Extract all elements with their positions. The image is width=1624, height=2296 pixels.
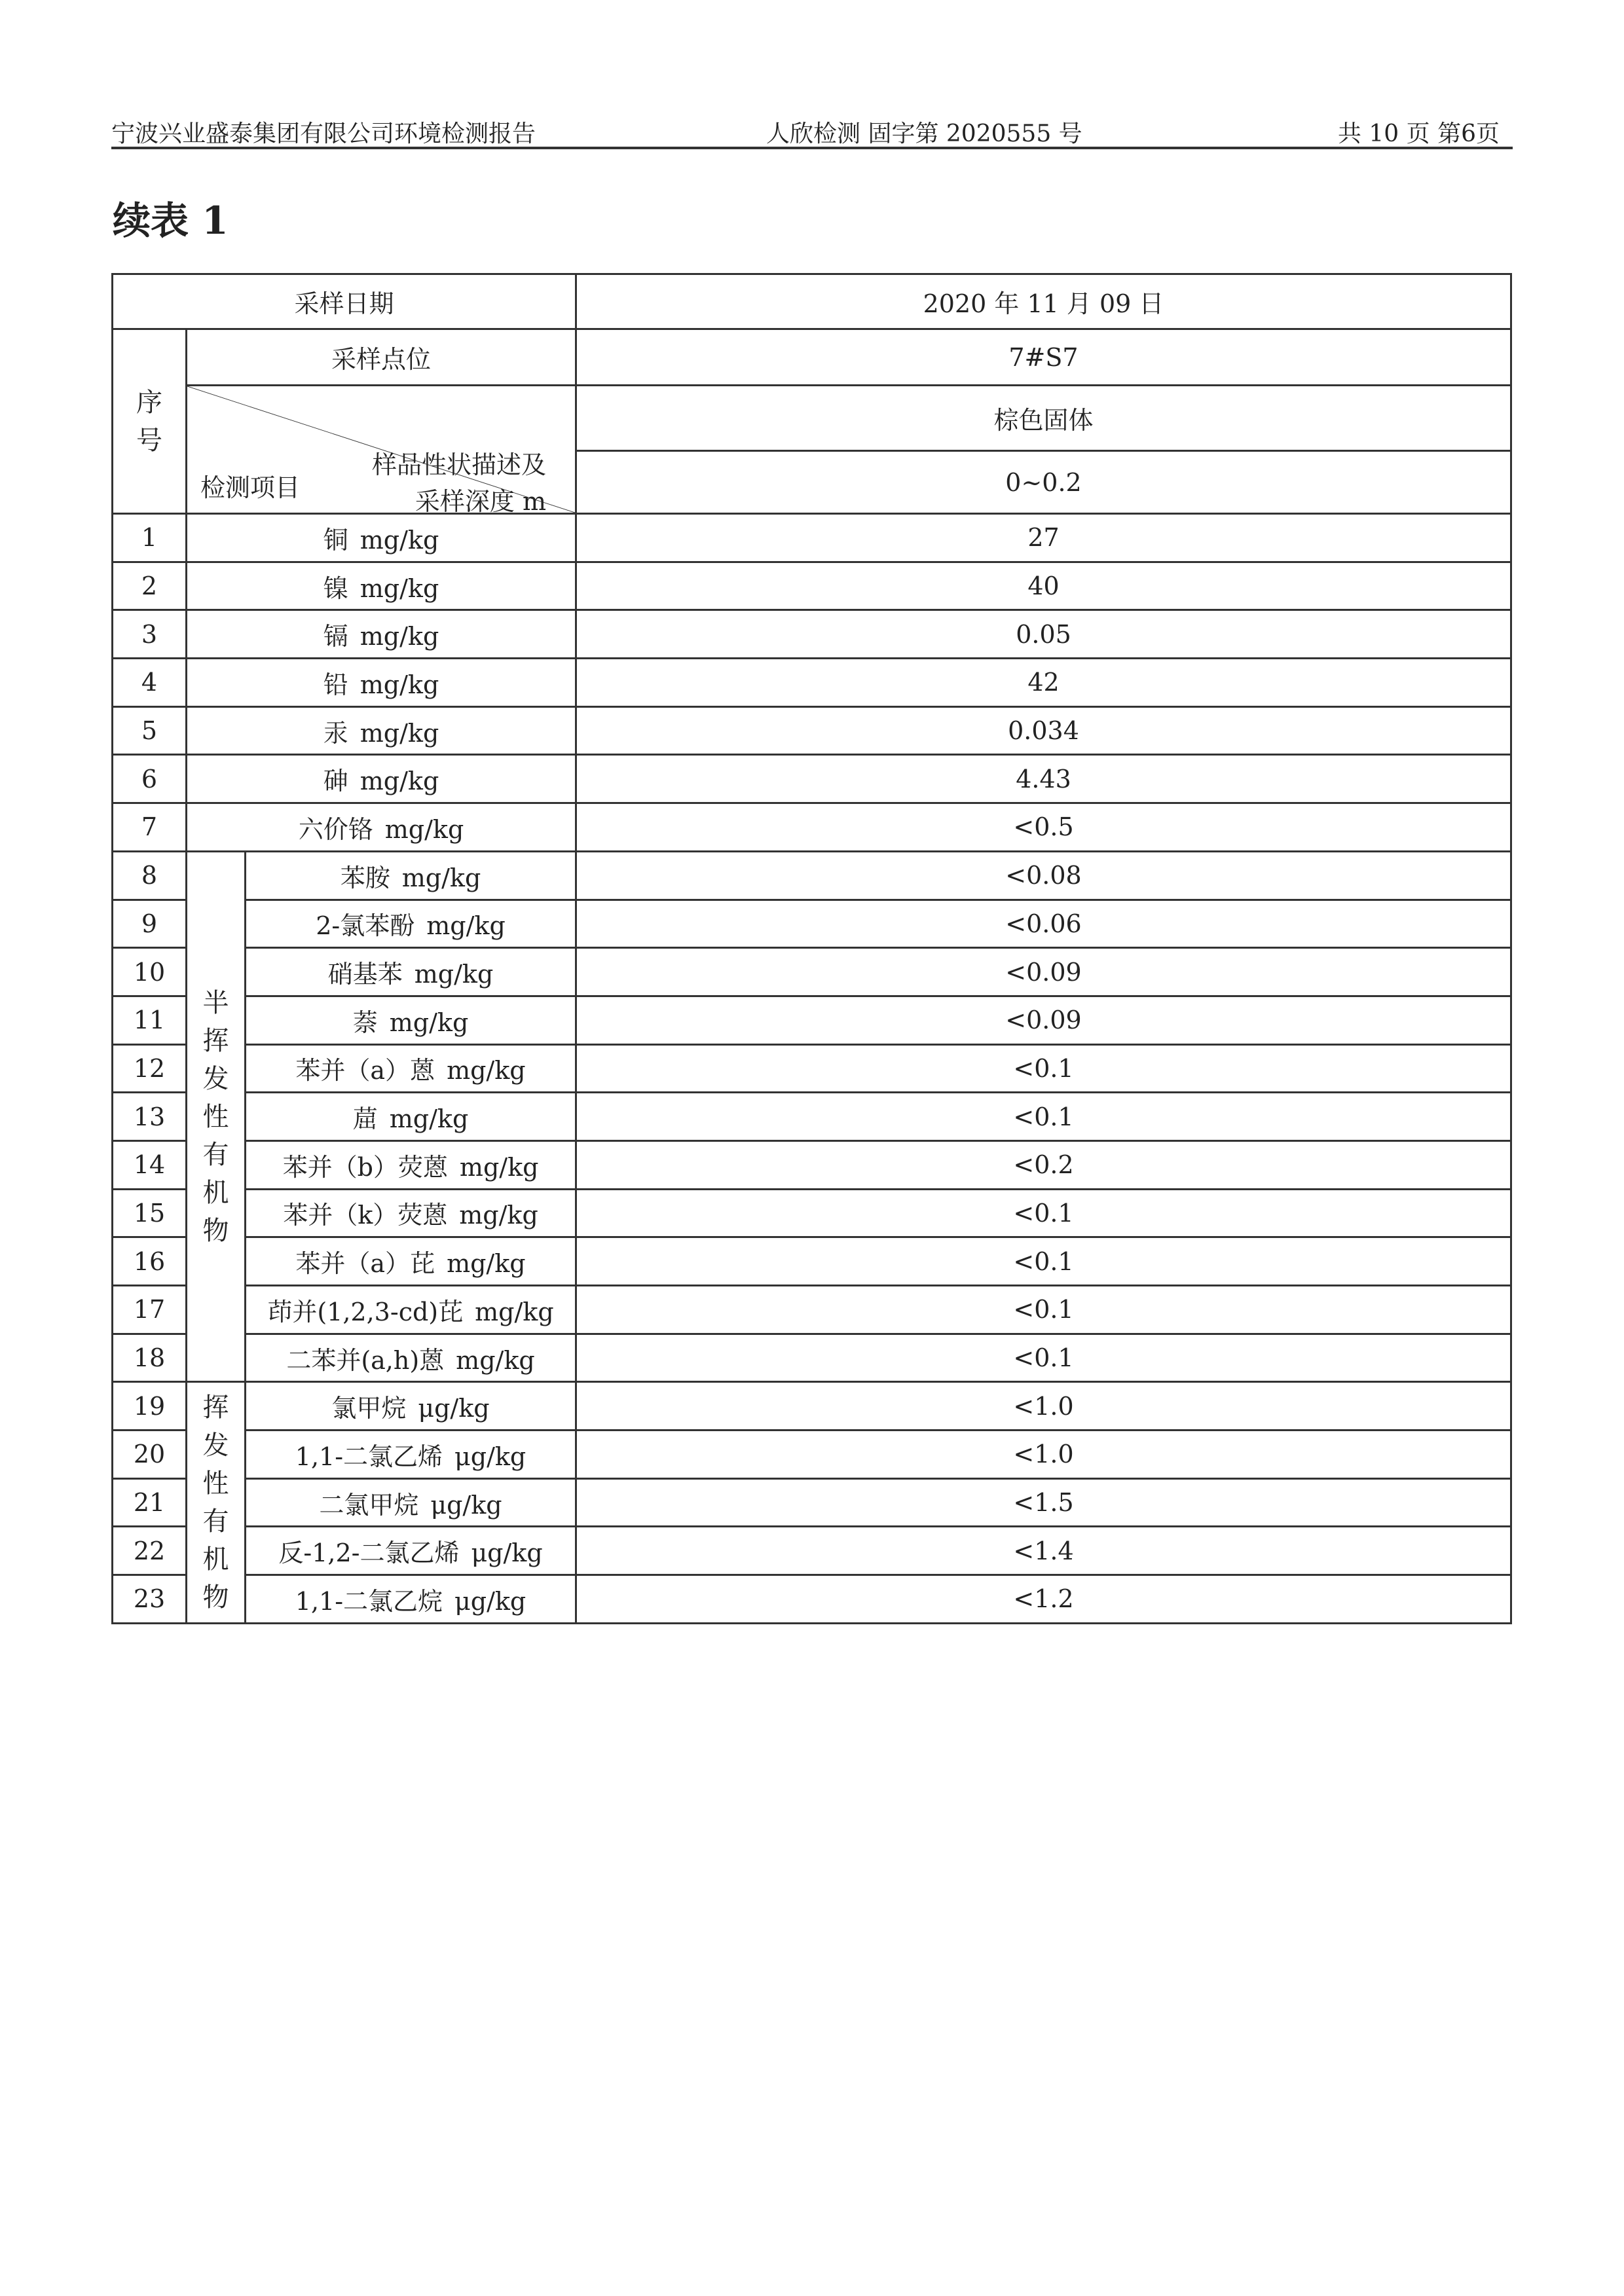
table-row xyxy=(113,755,1511,803)
date-row xyxy=(113,274,1511,329)
item-name: 2-氯苯酚 xyxy=(316,911,415,941)
date-value: 2020 年 11 月 09 日 xyxy=(576,274,1511,329)
row-value: <1.2 xyxy=(576,1575,1511,1624)
table-row xyxy=(113,659,1511,707)
row-number: 17 xyxy=(113,1286,187,1334)
row-value: <1.0 xyxy=(576,1430,1511,1479)
row-value: 40 xyxy=(576,562,1511,610)
header-company: 宁波兴业盛泰集团有限公司环境检测报告 xyxy=(111,120,536,147)
item-unit: μg/kg xyxy=(454,1442,526,1471)
row-number: 1 xyxy=(113,514,187,562)
item-name: 二苯并(a,h)蒽 xyxy=(286,1345,445,1375)
item-unit: mg/kg xyxy=(384,814,464,844)
item-name: 氯甲烷 xyxy=(331,1394,407,1423)
row-item xyxy=(187,562,576,610)
row-value: <0.08 xyxy=(576,851,1511,900)
group-voc xyxy=(187,1382,246,1623)
table-row xyxy=(113,610,1511,659)
table-row xyxy=(113,1093,1511,1141)
table-row xyxy=(113,514,1511,562)
row-number: 12 xyxy=(113,1044,187,1093)
desc-label xyxy=(372,446,546,520)
item-name: 1,1-二氯乙烯 xyxy=(295,1442,443,1471)
table-row xyxy=(113,1575,1511,1624)
group-label: 半挥发性有机物 xyxy=(202,987,229,1246)
row-item xyxy=(246,996,576,1044)
row-number: 3 xyxy=(113,610,187,659)
row-item xyxy=(187,514,576,562)
row-item xyxy=(246,1140,576,1189)
item-name: 苯胺 xyxy=(340,863,390,892)
row-value: <0.1 xyxy=(576,1093,1511,1141)
row-value: 0.034 xyxy=(576,706,1511,755)
table-row xyxy=(113,706,1511,755)
item-unit: μg/kg xyxy=(454,1586,526,1616)
item-name: 二氯甲烷 xyxy=(319,1490,419,1520)
point-label: 采样点位 xyxy=(187,329,576,386)
table-row xyxy=(113,851,1511,900)
table-row xyxy=(113,1044,1511,1093)
item-name: 铅 xyxy=(323,670,348,699)
item-name: 苯并（a）芘 xyxy=(295,1249,435,1279)
row-number: 16 xyxy=(113,1237,187,1286)
item-unit: mg/kg xyxy=(389,1008,469,1037)
point-value: 7#S7 xyxy=(576,329,1511,386)
item-name: 萘 xyxy=(352,1008,378,1037)
item-name: 反-1,2-二氯乙烯 xyxy=(278,1539,460,1568)
row-number: 18 xyxy=(113,1334,187,1382)
item-name: 砷 xyxy=(323,767,348,796)
item-name: 镉 xyxy=(323,622,348,651)
item-unit: mg/kg xyxy=(456,1345,535,1375)
row-number: 10 xyxy=(113,948,187,996)
table-row xyxy=(113,900,1511,948)
item-name: 苯并（b）荧蒽 xyxy=(282,1152,448,1182)
row-value: <0.1 xyxy=(576,1044,1511,1093)
item-unit: mg/kg xyxy=(447,1249,526,1279)
table-row xyxy=(113,1527,1511,1575)
row-item xyxy=(246,900,576,948)
depth-value: 0~0.2 xyxy=(576,451,1511,514)
item-unit: mg/kg xyxy=(459,1152,539,1182)
group-label: 挥发性有机物 xyxy=(202,1393,229,1613)
row-number: 2 xyxy=(113,562,187,610)
row-value: <1.0 xyxy=(576,1382,1511,1430)
row-item xyxy=(246,1527,576,1575)
row-item xyxy=(246,948,576,996)
item-unit: mg/kg xyxy=(360,622,439,651)
item-name: 䓛 xyxy=(352,1104,378,1134)
item-unit: mg/kg xyxy=(360,718,439,748)
row-value: <0.06 xyxy=(576,900,1511,948)
header-report-number: 人欣检测 固字第 2020555 号 xyxy=(766,120,1082,147)
item-unit: mg/kg xyxy=(360,670,439,699)
desc-value: 棕色固体 xyxy=(576,386,1511,451)
row-value: 27 xyxy=(576,514,1511,562)
row-value: <0.5 xyxy=(576,803,1511,852)
row-number: 22 xyxy=(113,1527,187,1575)
item-name: 茚并(1,2,3-cd)芘 xyxy=(267,1297,464,1326)
item-unit: μg/kg xyxy=(418,1394,490,1423)
row-value: <1.4 xyxy=(576,1527,1511,1575)
table-row xyxy=(113,1430,1511,1479)
item-label: 检测项目 xyxy=(200,473,301,502)
item-unit: mg/kg xyxy=(389,1104,469,1134)
item-name: 硝基苯 xyxy=(327,960,403,989)
row-number: 15 xyxy=(113,1189,187,1237)
desc-row xyxy=(113,386,1511,451)
table-title: 续表 1 xyxy=(113,198,229,243)
item-unit: mg/kg xyxy=(360,574,439,603)
item-name: 镍 xyxy=(323,574,348,603)
item-unit: mg/kg xyxy=(426,911,506,941)
results-table xyxy=(111,273,1512,1624)
row-item xyxy=(187,610,576,659)
item-unit: mg/kg xyxy=(475,1297,554,1326)
row-number: 8 xyxy=(113,851,187,900)
row-number: 23 xyxy=(113,1575,187,1624)
page-header xyxy=(111,113,1513,149)
item-name: 1,1-二氯乙烷 xyxy=(295,1586,443,1616)
row-number: 4 xyxy=(113,659,187,707)
table-row xyxy=(113,1382,1511,1430)
table-row xyxy=(113,562,1511,610)
row-item xyxy=(246,1189,576,1237)
row-value: <0.1 xyxy=(576,1237,1511,1286)
table-row xyxy=(113,1237,1511,1286)
table-row xyxy=(113,1286,1511,1334)
table-row xyxy=(113,1189,1511,1237)
item-name: 汞 xyxy=(323,718,348,748)
table-row xyxy=(113,1140,1511,1189)
point-row xyxy=(113,329,1511,386)
item-unit: mg/kg xyxy=(447,1056,526,1085)
item-unit: mg/kg xyxy=(414,960,494,989)
item-unit: mg/kg xyxy=(401,863,481,892)
seq-header xyxy=(113,329,187,514)
row-item xyxy=(187,659,576,707)
row-item xyxy=(187,706,576,755)
row-item xyxy=(246,1575,576,1624)
row-number: 11 xyxy=(113,996,187,1044)
item-unit: μg/kg xyxy=(471,1539,543,1568)
item-unit: mg/kg xyxy=(459,1201,538,1230)
row-item xyxy=(246,1093,576,1141)
row-number: 19 xyxy=(113,1382,187,1430)
item-name: 苯并（k）荧蒽 xyxy=(283,1201,448,1230)
item-unit: mg/kg xyxy=(360,767,439,796)
row-number: 9 xyxy=(113,900,187,948)
group-svoc xyxy=(187,851,246,1382)
row-item xyxy=(246,1237,576,1286)
row-value: <0.1 xyxy=(576,1334,1511,1382)
row-item xyxy=(187,755,576,803)
row-number: 20 xyxy=(113,1430,187,1479)
row-number: 14 xyxy=(113,1140,187,1189)
row-item xyxy=(246,1286,576,1334)
item-unit: μg/kg xyxy=(430,1490,502,1520)
row-item xyxy=(246,1478,576,1527)
row-item xyxy=(246,1430,576,1479)
desc-label-line-1: 样品性状描述及 xyxy=(371,450,546,479)
row-number: 21 xyxy=(113,1478,187,1527)
row-item xyxy=(246,1044,576,1093)
row-item xyxy=(246,1334,576,1382)
item-unit: mg/kg xyxy=(360,525,439,555)
item-name: 苯并（a）蒽 xyxy=(295,1056,435,1085)
row-number: 13 xyxy=(113,1093,187,1141)
row-item xyxy=(246,1382,576,1430)
seq-label: 序号 xyxy=(136,387,162,456)
diagonal-header-cell xyxy=(187,386,576,514)
row-value: <0.09 xyxy=(576,948,1511,996)
row-item xyxy=(246,851,576,900)
row-number: 7 xyxy=(113,803,187,852)
date-label: 采样日期 xyxy=(113,274,576,329)
row-value: <1.5 xyxy=(576,1478,1511,1527)
header-page-count: 共 10 页 第6页 xyxy=(1337,120,1500,147)
table-row xyxy=(113,1478,1511,1527)
row-value: <0.09 xyxy=(576,996,1511,1044)
table-row xyxy=(113,803,1511,852)
item-name: 六价铬 xyxy=(298,814,373,844)
row-value: 42 xyxy=(576,659,1511,707)
row-item xyxy=(187,803,576,852)
table-row xyxy=(113,948,1511,996)
row-number: 6 xyxy=(113,755,187,803)
item-name: 铜 xyxy=(323,525,348,555)
row-value: 0.05 xyxy=(576,610,1511,659)
row-number: 5 xyxy=(113,706,187,755)
row-value: <0.1 xyxy=(576,1189,1511,1237)
table-row xyxy=(113,996,1511,1044)
table-row xyxy=(113,1334,1511,1382)
row-value: <0.2 xyxy=(576,1140,1511,1189)
desc-label-line-2: 采样深度 m xyxy=(415,487,546,516)
row-value: 4.43 xyxy=(576,755,1511,803)
row-value: <0.1 xyxy=(576,1286,1511,1334)
